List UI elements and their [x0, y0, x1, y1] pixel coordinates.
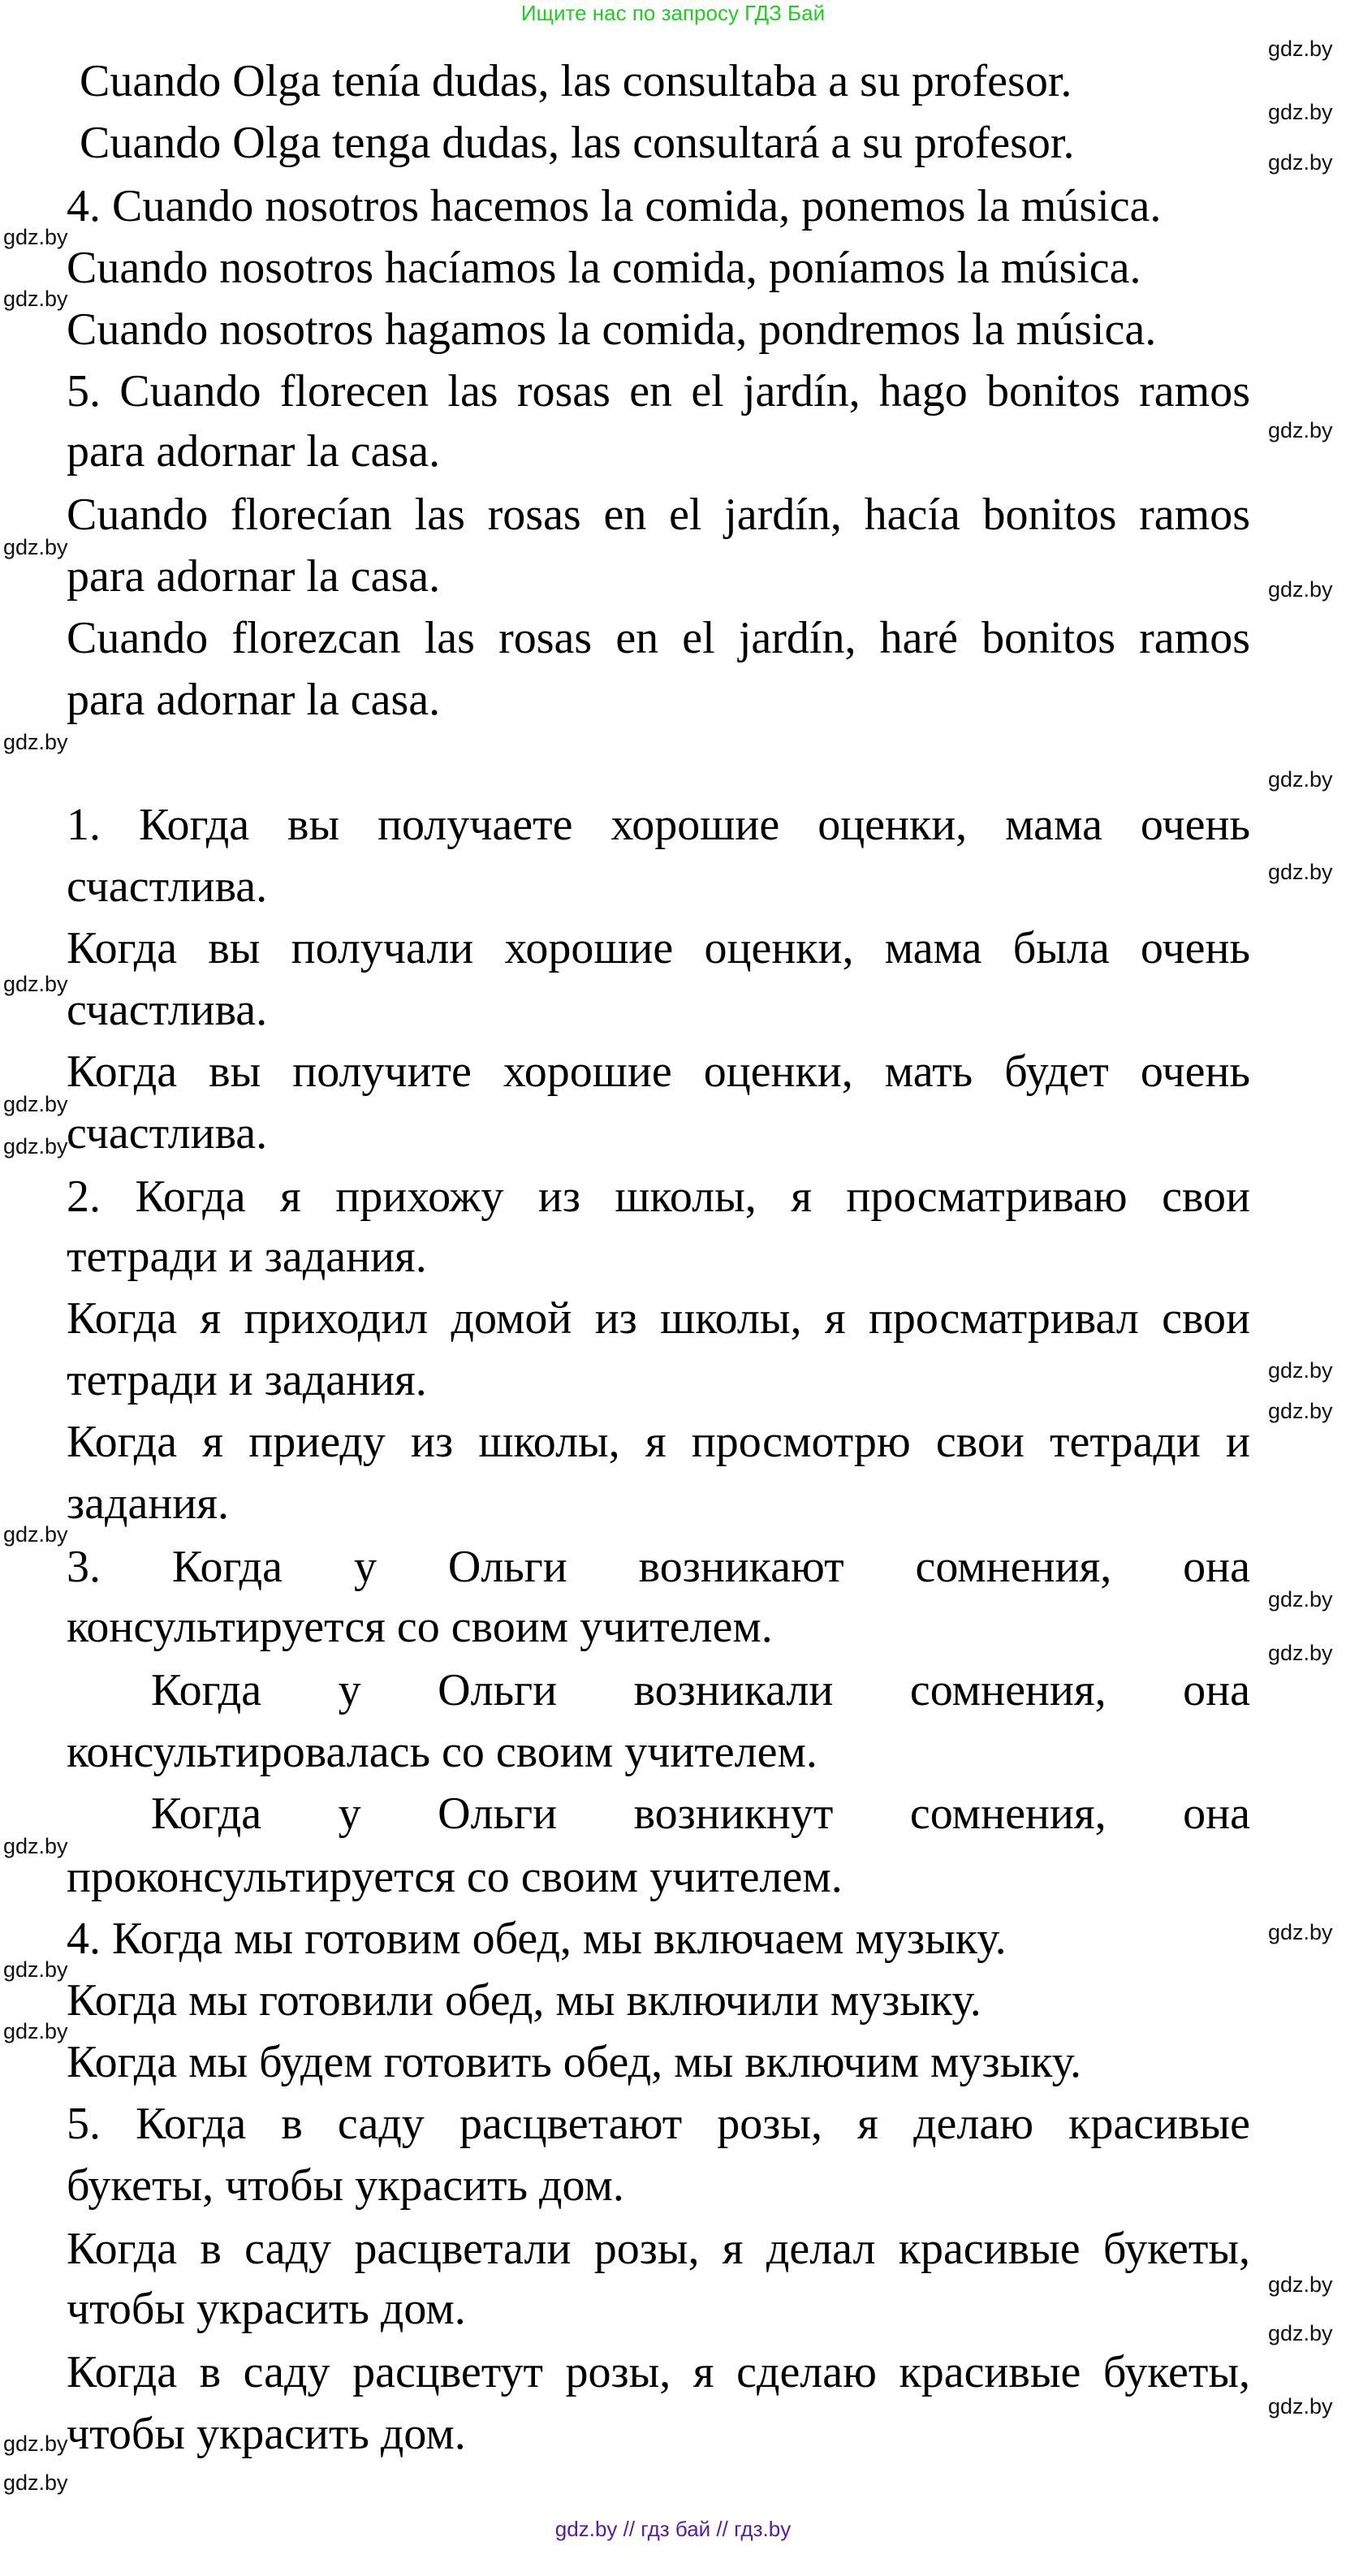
- text-line: задания.: [67, 1478, 230, 1529]
- watermark-text: gdz.by: [1268, 150, 1333, 175]
- text-line: 1. Когда вы получаете хорошие оценки, мама очень: [67, 800, 1250, 850]
- text-line: тетради и задания.: [67, 1355, 427, 1405]
- text-line: 4. Когда мы готовим обед, мы включаем музыку.: [67, 1914, 1007, 1964]
- text-line: Cuando nosotros hagamos la comida, pondremos la música.: [67, 304, 1157, 355]
- text-line: консультируется со своим учителем.: [67, 1602, 773, 1652]
- text-line: Когда мы будем готовить обед, мы включим музыку.: [67, 2037, 1082, 2087]
- watermark-text: gdz.by: [1268, 1399, 1333, 1423]
- footer-links[interactable]: gdz.by // гдз бай // гдз.by: [554, 2517, 792, 2541]
- watermark-text: gdz.by: [3, 1834, 68, 1858]
- text-line: 3. Когда у Ольги возникают сомнения, она: [67, 1542, 1250, 1592]
- text-line: 4. Cuando nosotros hacemos la comida, ponemos la música.: [67, 181, 1162, 231]
- watermark-text: gdz.by: [3, 1957, 68, 1982]
- watermark-text: gdz.by: [1268, 1920, 1333, 1944]
- text-line: para adornar la casa.: [67, 675, 441, 725]
- text-line: Когда в саду расцветут розы, я сделаю красивые букеты,: [67, 2347, 1250, 2397]
- text-line: чтобы украсить дом.: [67, 2284, 466, 2334]
- text-line: Когда вы получали хорошие оценки, мама была очень: [67, 923, 1250, 973]
- text-line: para adornar la casa.: [67, 426, 441, 477]
- text-line: Cuando florezcan las rosas en el jardín, haré bonitos ramos: [67, 613, 1250, 663]
- text-line: para adornar la casa.: [67, 551, 441, 602]
- text-line: Cuando florecían las rosas en el jardín, hacía bonitos ramos: [67, 490, 1250, 540]
- text-line: 5. Когда в саду расцветают розы, я делаю красивые: [67, 2099, 1250, 2149]
- text-line: Когда я приеду из школы, я просмотрю свои тетради и: [67, 1417, 1250, 1467]
- text-line: 5. Cuando florecen las rosas en el jardín, hago bonitos ramos: [67, 366, 1250, 416]
- text-line: Когда у Ольги возникали сомнения, она: [151, 1665, 1250, 1715]
- text-line: Когда у Ольги возникнут сомнения, она: [151, 1789, 1250, 1839]
- watermark-text: gdz.by: [1268, 100, 1333, 124]
- watermark-text: gdz.by: [3, 1134, 68, 1159]
- watermark-text: gdz.by: [1268, 860, 1333, 884]
- watermark-text: gdz.by: [3, 287, 68, 311]
- watermark-text: gdz.by: [1268, 2321, 1333, 2345]
- text-line: Когда я приходил домой из школы, я просматривал свои: [67, 1293, 1250, 1344]
- text-line: Cuando Olga tenga dudas, las consultará a su profesor.: [80, 118, 1075, 168]
- text-line: 2. Когда я прихожу из школы, я просматриваю свои: [67, 1171, 1250, 1222]
- text-line: проконсультируется со своим учителем.: [67, 1852, 843, 1902]
- watermark-text: gdz.by: [3, 730, 68, 754]
- watermark-text: gdz.by: [1268, 1587, 1333, 1612]
- watermark-text: gdz.by: [1268, 2272, 1333, 2297]
- text-line: Когда мы готовили обед, мы включили музыку.: [67, 1975, 981, 2026]
- text-line: счастлива.: [67, 861, 268, 912]
- watermark-text: gdz.by: [3, 2431, 68, 2456]
- text-line: счастлива.: [67, 1108, 268, 1159]
- watermark-text: gdz.by: [1268, 418, 1333, 442]
- watermark-text: gdz.by: [1268, 767, 1333, 792]
- watermark-text: gdz.by: [3, 972, 68, 996]
- watermark-text: gdz.by: [1268, 577, 1333, 602]
- watermark-text: gdz.by: [1268, 37, 1333, 61]
- text-line: Когда в саду расцветали розы, я делал красивые букеты,: [67, 2224, 1250, 2274]
- watermark-text: gdz.by: [3, 535, 68, 559]
- text-line: тетради и задания.: [67, 1232, 427, 1282]
- header-banner[interactable]: Ищите нас по запросу ГДЗ Бай: [520, 1, 826, 25]
- text-line: Cuando nosotros hacíamos la comida, poníamos la música.: [67, 243, 1141, 293]
- text-line: Когда вы получите хорошие оценки, мать будет очень: [67, 1046, 1250, 1097]
- text-line: Cuando Olga tenía dudas, las consultaba a su profesor.: [80, 56, 1072, 106]
- text-line: счастлива.: [67, 985, 268, 1035]
- watermark-text: gdz.by: [3, 1522, 68, 1547]
- text-line: чтобы украсить дом.: [67, 2409, 466, 2459]
- watermark-text: gdz.by: [1268, 1641, 1333, 1665]
- watermark-text: gdz.by: [3, 2470, 68, 2495]
- watermark-text: gdz.by: [3, 225, 68, 249]
- watermark-text: gdz.by: [1268, 1358, 1333, 1383]
- watermark-text: gdz.by: [1268, 2394, 1333, 2419]
- watermark-text: gdz.by: [3, 1092, 68, 1116]
- text-line: консультировалась со своим учителем.: [67, 1727, 818, 1777]
- watermark-text: gdz.by: [3, 2019, 68, 2043]
- text-line: букеты, чтобы украсить дом.: [67, 2160, 624, 2211]
